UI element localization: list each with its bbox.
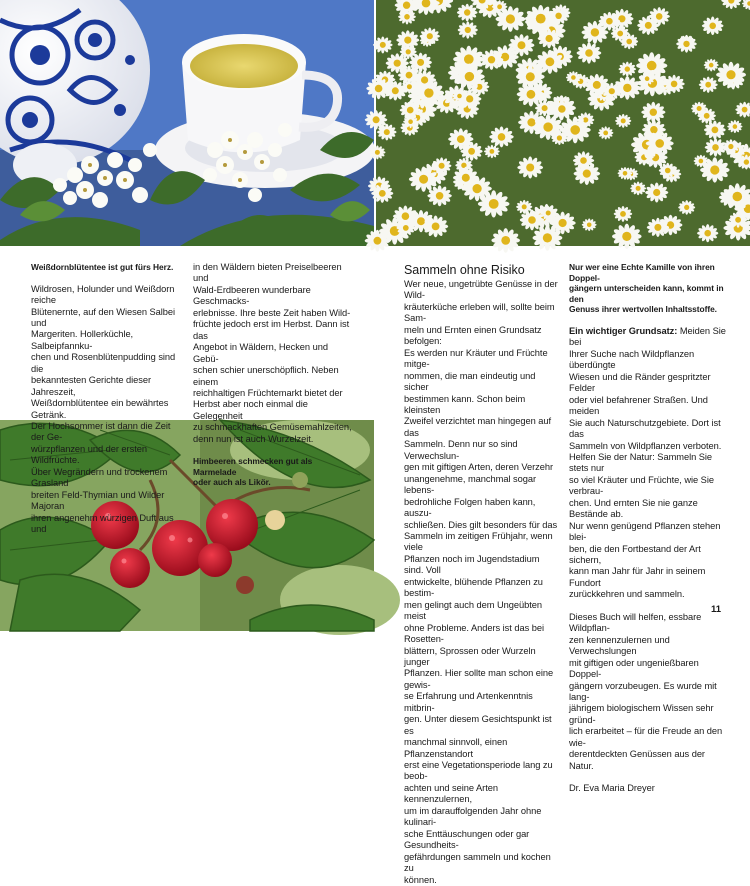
body-text-seasons: Wildrosen, Holunder und Weißdorn reiche Blütenernte, auf den Wiesen Salbei und Margeriten. Hollerküchle, Salbeipfannku- chen und Rosenblütenpudding sind die bekanntesten Gerichte dieser Jahreszeit, Weißdornblütentee ein bewährtes Getränk. Der Hochsommer ist dann die Zeit der Ge- würzpflanzen und der ersten Wildfrüchte. Über Wegrändern und trockenem Grasland breiten Feld-Thymian und Wilder Majoran ihren angenehm würzigen Duft aus und bbox=[31, 284, 183, 536]
author-signature: Dr. Eva Maria Dreyer bbox=[569, 783, 729, 794]
left-page-column-1 bbox=[31, 262, 183, 536]
body-text-autumn: in den Wäldern bieten Preiselbeeren und Wald-Erdbeeren wunderbare Geschmacks- erlebnisse. Ihre beste Zeit haben Wild- früchte jedoch erst im Herbst. Dann ist das Angebot in Wäldern, Hecken und Gebü- schen schier unerschöpflich. Neben einem reichhaltigen Früchtemarkt bietet der Herbst aber noch einmal die Gelegenheit zu schmackhaften Gemüsemahlzeiten, denn nun ist auch Wurzelzeit. bbox=[193, 262, 353, 445]
page-number: 11 bbox=[711, 604, 721, 615]
caption-hawthorn-tea: Weißdornblütentee ist gut fürs Herz. bbox=[31, 262, 183, 273]
right-page-column-1 bbox=[404, 262, 560, 886]
body-text-collecting: Wer neue, ungetrübte Genüsse in der Wild- kräuterküche erleben will, sollte beim Sam- meln und Ernten einen Grundsatz befolgen: Es werden nur Kräuter und Früchte mitge- nommen, die man eindeutig und sicher bestimmen kann. Schon beim kleinsten Zweifel verzichtet man hingegen auf das Sammeln. Denn nur so sind Verwechslun- gen mit giftigen Arten, deren Verzehr unangenehme, manchmal sogar lebens- bedrohliche Folgen haben kann, auszu- schließen. Dies gilt besonders für das Sammeln im zeitigen Frühjahr, wenn viele Pflanzen noch im Jugendstadium sind. Voll entwickelte, blühende Pflanzen zu bestim- men gelingt auch dem Ungeübten meist ohne Probleme. Anders ist das bei Rosetten- blättern, Sprossen oder Wurzeln junger Pflanzen. Hier sollte man schon eine gewis- se Erfahrung und Artenkenntnis mitbrin- gen. Unter diesem Gesichtspunkt ist es manchmal sinnvoll, einen Pflanzenstandort erst eine Vegetationsperiode lang zu beob- achten und seine Arten kennenzulernen, um im darauffolgenden Jahr ohne kulinari- sche Enttäuschungen oder gar Gesundheits- gefährdungen sammeln und kochen zu können. bbox=[404, 279, 560, 886]
closing-paragraph: Dieses Buch will helfen, essbare Wildpflan- zen kennenzulernen und Verwechslungen mit giftigen oder ungenießbaren Doppel- gängern vorzubeugen. Es wurde mit lang- jährigem biologischem Wissen sehr gründ- lich erarbeitet – für die Freude an den wie- derentdeckten Genüssen aus der Natur. bbox=[569, 612, 729, 772]
tip-label: Ein wichtiger Grundsatz: bbox=[569, 326, 677, 336]
left-page-column-2 bbox=[193, 262, 353, 488]
photo-chamomile-meadow bbox=[376, 0, 750, 246]
tip-text: Meiden Sie bei Ihrer Suche nach Wildpflanzen überdüngte Wiesen und die Ränder gespritzter Felder oder viel befahrener Straßen. Und meiden Sie auch Naturschutzgebiete. Dort ist das Sammeln von Wildpflanzen verboten. Helfen Sie der Natur: Sammeln Sie stets nur so viel Kräuter und Früchte, wie Sie verbrau- chen. Und ernten Sie nie ganze Bestände ab. Nur wenn genügend Pflanzen stehen blei- ben, die den Fortbestand der Art sichern, kann man Jahr für Jahr in seinem Fundort zurückkehren und sammeln. bbox=[569, 326, 726, 599]
photo-hawthorn-tea bbox=[0, 0, 374, 246]
right-page-column-2 bbox=[569, 262, 729, 795]
section-heading: Sammeln ohne Risiko bbox=[404, 262, 560, 278]
caption-raspberries: Himbeeren schmecken gut als Marmelade oder auch als Likör. bbox=[193, 456, 353, 488]
caption-chamomile: Nur wer eine Echte Kamille von ihren Doppel- gängern unterscheiden kann, kommt in den Genuss ihrer wertvollen Inhaltsstoffe. bbox=[569, 262, 729, 315]
tip-paragraph bbox=[569, 326, 729, 601]
